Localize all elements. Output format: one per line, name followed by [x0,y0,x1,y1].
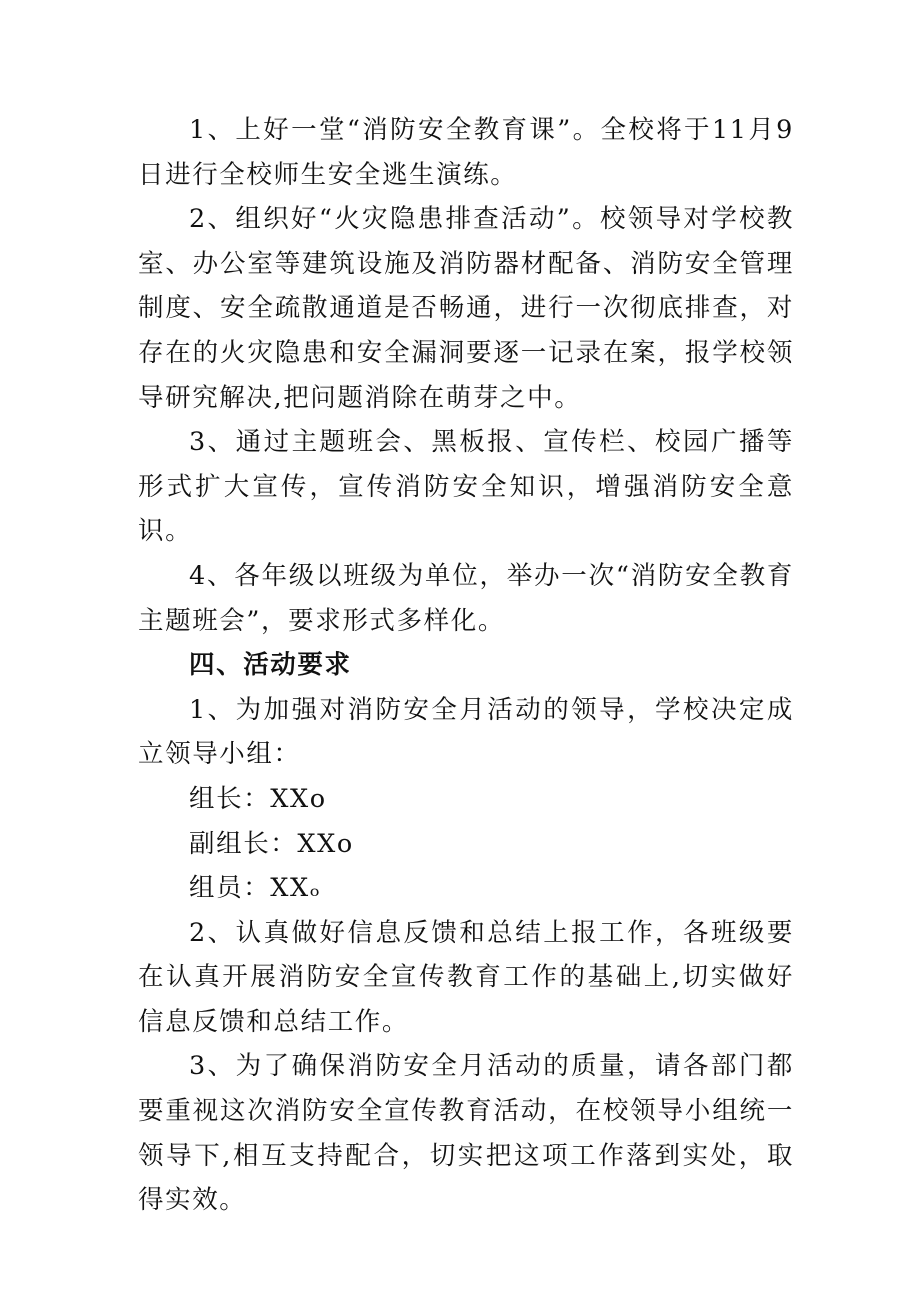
leader-line: 组长：XXo [189,783,327,814]
paragraph-activity-4: 4、各年级以班级为单位，举办一次“消防安全教育主题班会”，要求形式多样化。 [138,560,794,636]
deputy-leader-line: 副组长：XXo [189,828,354,859]
document-body [138,108,794,1223]
paragraph-requirement-2: 2、认真做好信息反馈和总结上报工作，各班级要在认真开展消防安全宣传教育工作的基础上,切实做好信息反馈和总结工作。 [138,917,794,1037]
member-line: 组员：XXₒ [189,873,322,904]
section-heading-requirements: 四、活动要求 [189,650,352,681]
paragraph-activity-1: 1、上好一堂“消防安全教育课”。全校将于11月9日进行全校师生安全逃生演练。 [138,115,794,190]
paragraph-requirement-1: 1、为加强对消防安全月活动的领导，学校决定成立领导小组： [138,694,794,770]
paragraph-activity-2: 2、组织好“火灾隐患排查活动”。校领导对学校教室、办公室等建筑设施及消防器材配备、消防安全管理制度、安全疏散通道是否畅通，进行一次彻底排查，对存在的火灾隐患和安全漏洞要逐一记录在案，报学校领导研究解决,把问题消除在萌芽之中。 [138,204,794,413]
paragraph-activity-3: 3、通过主题班会、黑板报、宣传栏、校园广播等形式扩大宣传，宣传消防安全知识，增强消防安全意识。 [138,427,794,547]
paragraph-requirement-3: 3、为了确保消防安全月活动的质量，请各部门都要重视这次消防安全宣传教育活动，在校领导小组统一领导下,相互支持配合，切实把这项工作落到实处，取得实效。 [138,1051,794,1216]
